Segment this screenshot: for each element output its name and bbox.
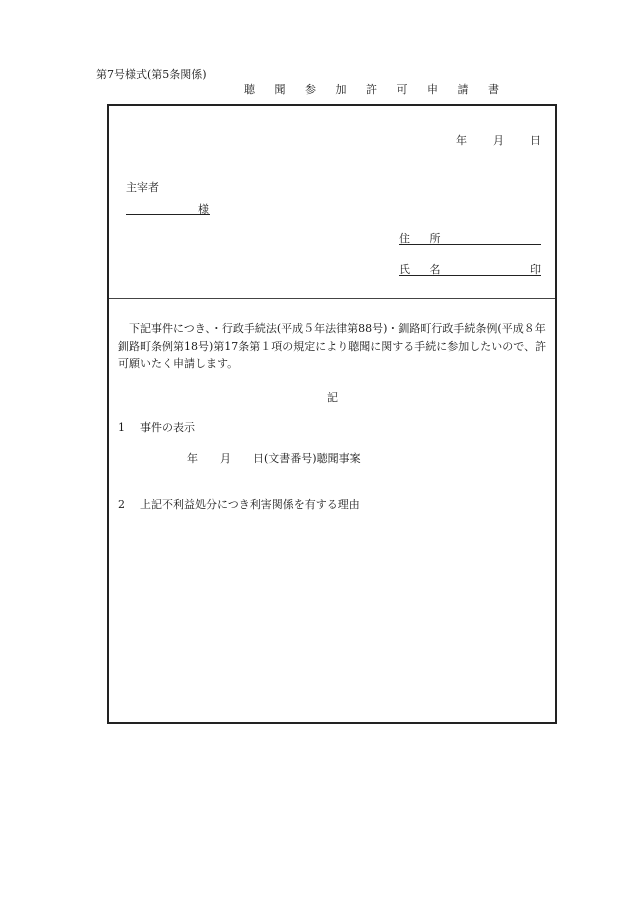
item-1-year: 年 (187, 452, 198, 465)
form-number: 第7号様式(第5条関係) (96, 68, 207, 81)
item-1-heading (118, 419, 195, 435)
item-1-month: 月 (220, 452, 231, 465)
address-field[interactable] (399, 230, 541, 245)
date-year: 年 (456, 134, 467, 147)
form-title: 聴 聞 参 加 許 可 申 請 書 (244, 83, 507, 96)
seal-mark: 印 (530, 263, 541, 276)
date-line (456, 132, 541, 148)
item-2-number: 2 (118, 498, 125, 511)
host-honorific: 様 (198, 203, 209, 216)
item-2-label: 上記不利益処分につき利害関係を有する理由 (140, 498, 360, 511)
application-statement: 下記事件につき、・行政手続法(平成５年法律第88号)・釧路町行政手続条例(平成８年釧路町条例第18号)第17条第１項の規定により聴聞に関する手続に参加したいので、許可願いたく申請します。 (118, 322, 547, 370)
name-field[interactable] (399, 261, 541, 276)
item-1-label: 事件の表示 (140, 421, 195, 434)
item-1-detail (187, 450, 361, 466)
section-divider (109, 298, 555, 299)
date-day: 日 (530, 134, 541, 147)
address-label: 住 所 (399, 232, 449, 245)
item-2-heading (118, 496, 360, 512)
host-label: 主宰者 (126, 181, 159, 194)
item-1-rest: 日(文書番号)聴聞事案 (253, 452, 361, 465)
date-month: 月 (493, 134, 504, 147)
name-label: 氏 名 (399, 263, 449, 276)
application-form-frame (107, 104, 557, 724)
ki-heading: 記 (327, 391, 338, 404)
item-1-number: 1 (118, 421, 125, 434)
